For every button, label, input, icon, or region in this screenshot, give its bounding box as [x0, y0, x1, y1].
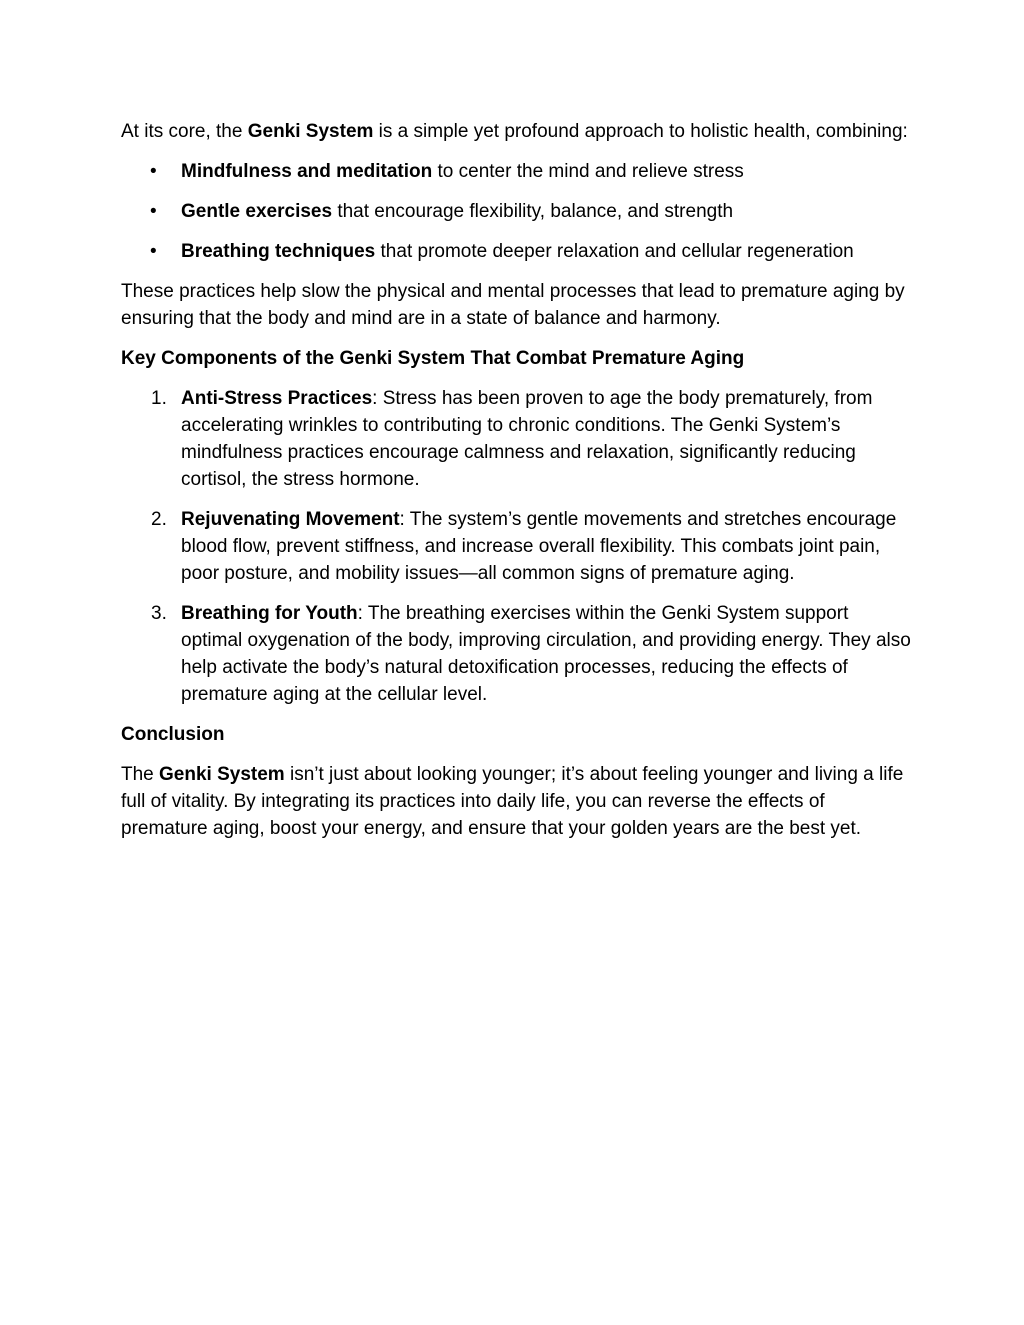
bullet-dot: •: [150, 161, 157, 182]
item-bold: Anti-Stress Practices: [181, 388, 373, 409]
bullet-item: [121, 198, 911, 225]
intro-paragraph: [121, 118, 911, 145]
conclusion-heading-text: Conclusion: [121, 724, 225, 745]
item-number: 3.: [151, 603, 167, 624]
item-number: 1.: [151, 388, 167, 409]
bullet-dot: •: [150, 201, 157, 222]
item-number: 2.: [151, 509, 167, 530]
bullet-text: that promote deeper relaxation and cellular regeneration: [375, 241, 854, 262]
item-bold: Breathing for Youth: [181, 603, 358, 624]
bullet-bold: Mindfulness and meditation: [181, 161, 433, 182]
conclusion-heading: [121, 721, 911, 748]
bullet-item: [121, 238, 911, 265]
bullet-text: to center the mind and relieve stress: [432, 161, 744, 182]
bullet-dot: •: [150, 241, 157, 262]
numbered-item: [121, 600, 911, 708]
item-text: : Stress has been proven to age the body prematurely, from accelerating wrinkles to contributing to chronic conditions. The Genki System’s mindfulness practices encourage calmness and relaxation, significantly reducing cortisol, the stress hormone.: [181, 388, 873, 490]
conclusion-text-start: The: [121, 764, 160, 785]
conclusion-paragraph: [121, 761, 911, 842]
conclusion-text-end: isn’t just about looking younger; it’s about feeling younger and living a life full of vitality. By integrating its practices into daily life, you can reverse the effects of premature aging, boost your energy, and ensure that your golden years are the best yet.: [121, 764, 904, 839]
item-bold: Rejuvenating Movement: [181, 509, 400, 530]
intro-genki-system: Genki System: [247, 121, 374, 142]
item-text: : The system’s gentle movements and stretches encourage blood flow, prevent stiffness, and increase overall flexibility. This combats joint pain, poor posture, and mobility issues—all common signs of premature aging.: [181, 509, 897, 584]
intro-text-end: is a simple yet profound approach to holistic health, combining:: [373, 121, 908, 142]
practices-paragraph: These practices help slow the physical and mental processes that lead to premature aging by ensuring that the body and mind are in a state of balance and harmony.: [121, 281, 905, 329]
numbered-item: [121, 385, 911, 493]
components-heading: [121, 345, 911, 372]
conclusion-genki-system: Genki System: [159, 764, 285, 785]
bullet-text: that encourage flexibility, balance, and strength: [332, 201, 734, 222]
bullet-bold: Gentle exercises: [181, 201, 333, 222]
item-text: : The breathing exercises within the Genki System support optimal oxygenation of the body, improving circulation, and providing energy. They also help activate the body’s natural detoxification processes, reducing the effects of premature aging at the cellular level.: [181, 603, 911, 705]
components-numbered-list: [121, 385, 911, 708]
document-page: [121, 118, 911, 855]
intro-text-start: At its core, the: [121, 121, 248, 142]
practices-bullet-list: [121, 158, 911, 265]
bullet-bold: Breathing techniques: [181, 241, 376, 262]
numbered-item: [121, 506, 911, 587]
bullet-item: [121, 158, 911, 185]
components-heading-text: Key Components of the Genki System That Combat Premature Aging: [121, 348, 745, 369]
